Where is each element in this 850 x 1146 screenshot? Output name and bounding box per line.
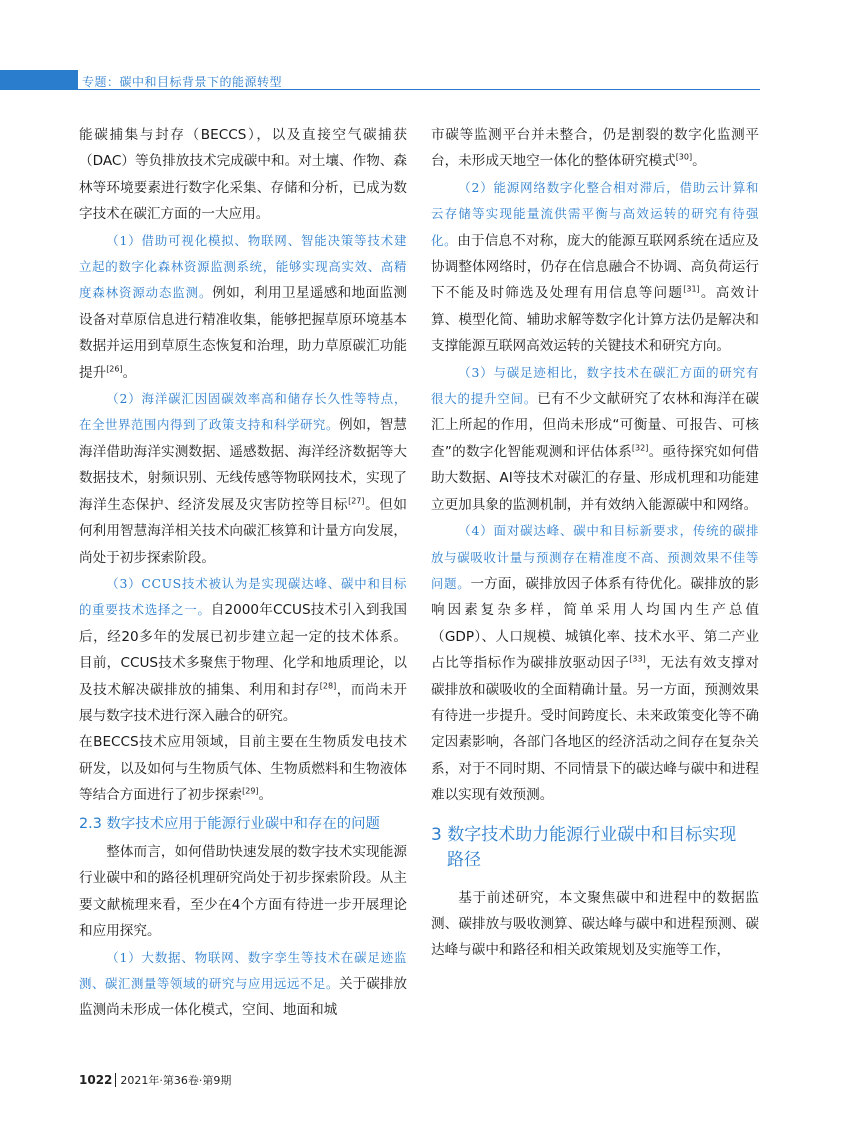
paragraph [79,386,407,571]
paragraph [79,228,407,386]
right-column [431,122,759,964]
body-text: 例如，智慧海洋借助海洋实测数据、遥感数据、海洋经济数据等大数据技术，射频识别、无线传感等物联网技术，实现了海洋生态保护、经济发展及灾害防控等目标 [79,417,408,513]
paragraph [431,175,759,360]
citation: [33] [629,654,646,664]
citation: [32] [631,443,649,453]
body-text: 。 [122,364,137,381]
highlight-text: （2）海洋碳汇因固碳效率高和储存长久性等特点，在全世界范围内得到了政策支持和科学研究。 [79,391,407,433]
paragraph [79,945,407,1024]
paragraph [79,571,407,729]
highlight-text: （2）能源网络数字化整合相对滞后，借助云计算和云存储等实现能量流供需平衡与高效运转的研究有待强化。 [431,179,759,248]
paragraph [79,729,407,808]
citation: [31] [683,284,700,294]
header-accent-bar [0,70,78,90]
body-text: 。亟待探究如何借助大数据、AI等技术对碳汇的存量、形成机理和功能建立更加具象的监测机制，并有效纳入能源碳中和网络。 [431,443,759,513]
citation: [29] [242,786,259,796]
body-text: 。高效计算、模型化简、辅助求解等数字化计算方法仍是解决和支撑能源互联网高效运转的关键技术和研究方向。 [431,285,760,355]
body-text: 一方面，碳排放因子体系有待优化。碳排放的影响因素复杂多样，简单采用人均国内生产总值（GDP）、人口规模、城镇化率、技术水平、第二产业占比等指标作为碳排放驱动因子 [431,575,759,672]
body-text: ，而尚未开展与数字技术进行深入融合的研究。 [79,681,408,724]
citation: [26] [106,364,123,374]
highlight-text: （4）面对碳达峰、碳中和目标新要求，传统的碳排放与碳吸收计量与预测存在精准度不高、预测效果不佳等问题。 [431,523,759,591]
citation: [30] [675,152,693,162]
highlight-text: （1）借助可视化模拟、物联网、智能决策等技术建立起的数字化森林资源监测系统，能够实现高实效、高精度森林资源动态监测。 [79,232,407,301]
body-text: 。 [258,787,273,804]
body-text: ，无法有效支撑对碳排放和碳吸收的全面精确计量。另一方面，预测效果有待进一步提升。受时间跨度长、未来政策变化等不确定因素影响，各部门各地区的经济活动之间存在复杂关系，对于不同时期、不同情景下的碳达峰与碳中和进程难以实现有效预测。 [431,655,760,804]
body-text: 在BECCS技术应用领域，目前主要在生物质发电技术研发，以及如何与生物质气体、生物质燃料和生物液体等结合方面进行了初步探索 [79,734,407,804]
paragraph: 整体而言，如何借助快速发展的数字技术实现能源行业碳中和的路径机理研究尚处于初步探索阶段。从主要文献梳理来看，至少在4个方面有待进一步开展理论和应用探究。 [79,843,407,940]
body-text: 关于碳排放监测尚未形成一体化模式，空间、地面和城 [79,976,408,1019]
paragraph [431,518,759,808]
paragraph [431,122,759,175]
body-text: 。 [692,153,706,170]
body-text: 。但如何利用智慧海洋相关技术向碳汇核算和计量方向发展，尚处于初步探索阶段。 [79,496,408,566]
body-text: 由于信息不对称，庞大的能源互联网系统在适应及协调整体网络时，仍存在信息融合不协调、高负荷运行下不能及时筛选及处理有用信息等问题 [431,232,760,302]
highlight-text: （3）CCUS技术被认为是实现碳达峰、碳中和目标的重要技术选择之一。 [79,575,407,618]
page-number: 1022 [79,1073,116,1087]
section-heading: 2.3 数字技术应用于能源行业碳中和存在的问题 [79,815,380,832]
heading-line: 路径 [447,849,481,870]
citation: [27] [348,496,365,506]
heading-line: 3 数字技术助力能源行业碳中和目标实现 [431,824,737,845]
issue-info: 2021年·第36卷·第9期 [120,1074,232,1087]
chapter-heading [431,823,759,873]
left-column [79,122,407,1024]
body-text: 市碳等监测平台并未整合，仍是割裂的数字化监测平台，未形成天地空一体化的整体研究模式 [431,127,759,170]
section-header: 专题：碳中和目标背景下的能源转型 [82,75,283,89]
paragraph: 基于前述研究，本文聚焦碳中和进程中的数据监测、碳排放与吸收测算、碳达峰与碳中和进程预测、碳达峰与碳中和路径和相关政策规划及实施等工作， [431,889,759,959]
highlight-text: （1）大数据、物联网、数字孪生等技术在碳足迹监测、碳汇测量等领域的研究与应用远远不足。 [79,949,407,991]
footer [79,1072,231,1088]
paragraph [431,360,759,518]
highlight-text: （3）与碳足迹相比，数字技术在碳汇方面的研究有很大的提升空间。 [431,364,759,407]
paragraph: 能碳捕集与封存（BECCS），以及直接空气碳捕获（DAC）等负排放技术完成碳中和。对土壤、作物、森林等环境要素进行数字化采集、存储和分析，已成为数字技术在碳汇方面的一大应用。 [79,127,407,223]
body-text: 自2000年CCUS技术引入到我国后，经20多年的发展已初步建立起一定的技术体系。目前，CCUS技术多聚焦于物理、化学和地质理论，以及技术解决碳排放的捕集、利用和封存 [79,602,407,698]
citation: [28] [319,681,337,690]
body-text: 已有不少文献研究了农林和海洋在碳汇上所起的作用，但尚未形成“可衡量、可报告、可核查”的数字化智能观测和评估体系 [431,391,759,460]
body-text: 例如，利用卫星遥感和地面监测设备对草原信息进行精准收集，能够把握草原环境基本数据并运用到草原生态恢复和治理，助力草原碳汇功能提升 [79,285,408,381]
